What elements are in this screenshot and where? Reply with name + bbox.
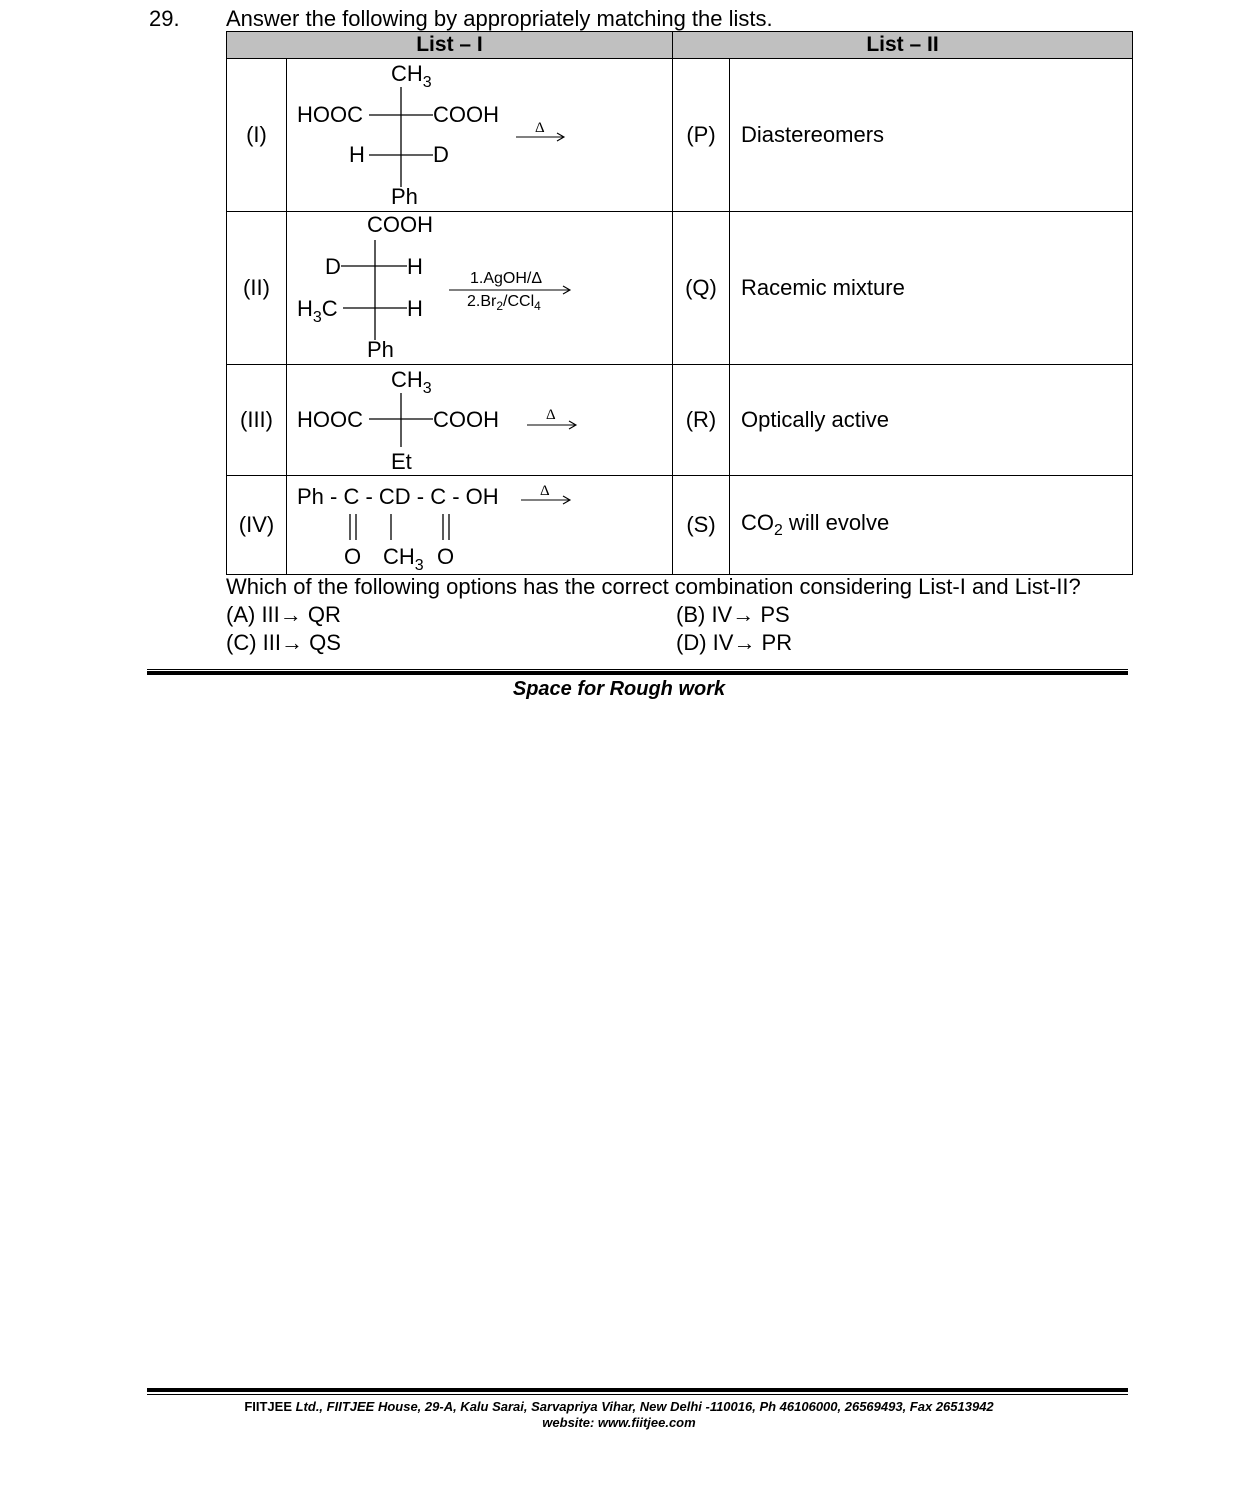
footer-brand: FIITJEE	[244, 1399, 292, 1414]
struct-left2: H	[349, 142, 365, 167]
footer-address: FIITJEE Ltd., FIITJEE House, 29-A, Kalu Sarai, Sarvapriya Vihar, New Delhi -110016, Ph 46106000, 26569493, Fax 26513942	[244, 1399, 994, 1414]
struct-right2: H	[407, 296, 423, 321]
struct-bottom: Et	[391, 449, 412, 474]
struct-ch3: $CH_3$	[383, 544, 424, 574]
option-description: Diastereomers	[730, 59, 1133, 212]
table-row	[227, 365, 1133, 476]
row-label: (IV)	[227, 476, 287, 575]
row-label: (II)	[227, 212, 287, 365]
question-text: Answer the following by appropriately matching the lists.	[226, 6, 773, 31]
reagent-label-2: $2.Br_2/CCl_4$	[467, 293, 541, 313]
structure-1	[287, 59, 673, 212]
struct-right: H	[407, 254, 423, 279]
option-label: (R)	[673, 365, 730, 476]
struct-left: HOOC	[297, 102, 363, 127]
matching-table	[226, 31, 1133, 575]
struct-left2: $H_3C$	[297, 296, 338, 326]
option-description: $CO_2$ will evolve	[730, 476, 1133, 575]
struct-left: HOOC	[297, 407, 363, 432]
struct-bottom: Ph	[391, 184, 418, 209]
divider	[147, 671, 1128, 675]
reagent-label: Δ	[535, 120, 545, 136]
struct-top: $CH_3$	[391, 367, 432, 397]
option-description: Optically active	[730, 365, 1133, 476]
choice-a[interactable]: (A) III→ QR	[226, 602, 341, 627]
footer-divider	[147, 1388, 1128, 1392]
list-2-header: List – II	[673, 32, 1133, 59]
rough-work-label: Space for Rough work	[512, 678, 726, 700]
struct-o2: O	[437, 544, 455, 569]
choice-d[interactable]: (D) IV→ PR	[676, 630, 793, 655]
choice-b[interactable]: (B) IV→ PS	[676, 602, 790, 627]
row-label: (I)	[227, 59, 287, 212]
footer-divider	[147, 1394, 1128, 1395]
struct-line: Ph - C - CD - C - OH	[297, 484, 499, 509]
struct-top: COOH	[367, 212, 433, 237]
structure-3	[287, 365, 673, 476]
struct-right: COOH	[433, 102, 499, 127]
struct-o1: O	[344, 544, 362, 569]
structure-4	[287, 476, 673, 575]
struct-right2: D	[433, 142, 449, 167]
question-number: 29.	[149, 6, 180, 31]
option-label: (P)	[673, 59, 730, 212]
option-description: Racemic mixture	[730, 212, 1133, 365]
reagent-label: Δ	[540, 483, 550, 499]
reagent-label: Δ	[546, 407, 556, 423]
table-row	[227, 476, 1133, 575]
table-row	[227, 59, 1133, 212]
choice-c[interactable]: (C) III→ QS	[226, 630, 341, 655]
struct-top: $CH_3$	[391, 61, 432, 91]
list-1-header: List – I	[227, 32, 673, 59]
option-label: (Q)	[673, 212, 730, 365]
row-label: (III)	[227, 365, 287, 476]
reagent-label: 1.AgOH/Δ	[470, 270, 543, 287]
struct-right: COOH	[433, 407, 499, 432]
divider	[147, 669, 1128, 670]
table-row	[227, 212, 1133, 365]
question-prompt: Which of the following options has the correct combination considering List-I and List-II?	[226, 574, 1081, 599]
footer-website: website: www.fiitjee.com	[542, 1415, 696, 1430]
struct-left: D	[325, 254, 341, 279]
struct-bottom: Ph	[367, 337, 394, 362]
structure-2	[287, 212, 673, 365]
option-label: (S)	[673, 476, 730, 575]
